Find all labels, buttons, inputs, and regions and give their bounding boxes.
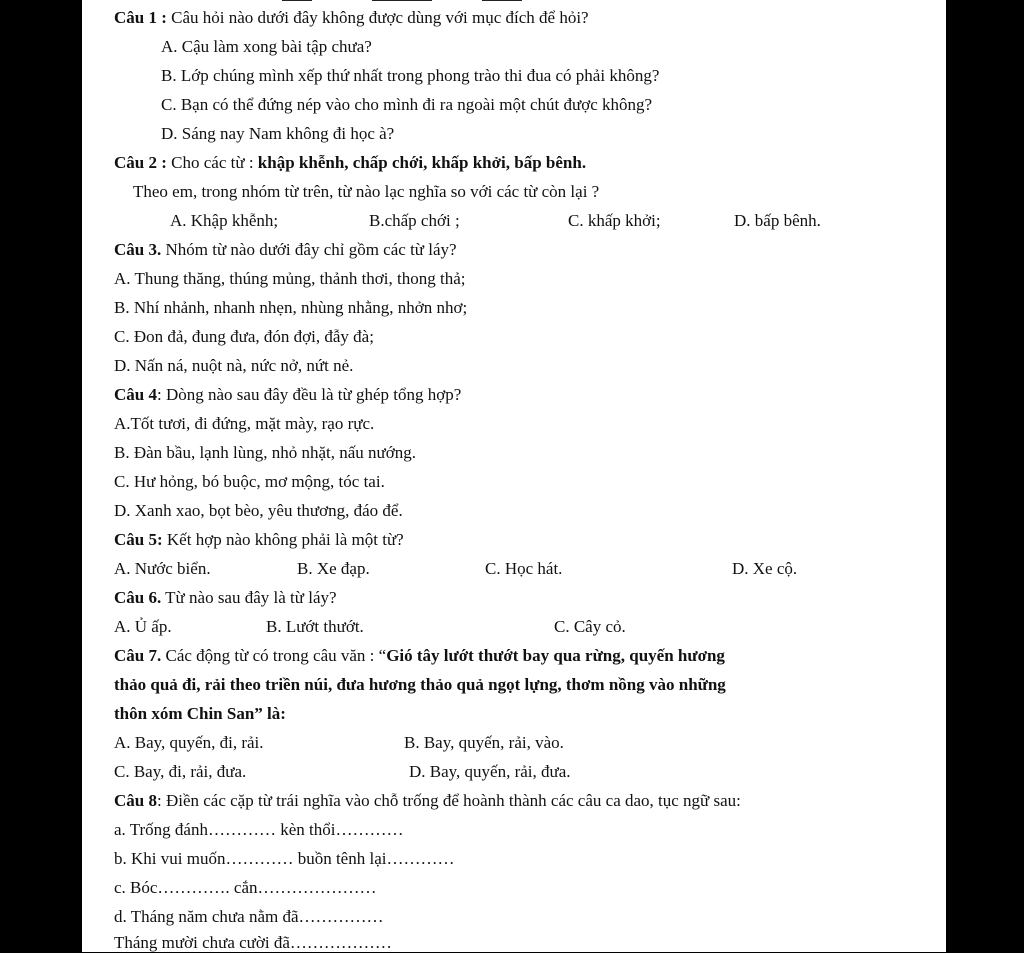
- q4-option-c: C. Hư hỏng, bó buộc, mơ mộng, tóc tai.: [114, 472, 385, 491]
- q1-label: Câu 1 :: [114, 8, 167, 27]
- q7-option-a: A. Bay, quyến, đi, rải.: [114, 733, 264, 752]
- q1-heading: [114, 8, 589, 28]
- q6-label: Câu 6.: [114, 588, 162, 607]
- q2-heading: [114, 153, 586, 173]
- q5-heading: [114, 530, 404, 550]
- q7-quote-line2: [114, 675, 726, 695]
- q2-text: Cho các từ :: [166, 153, 258, 172]
- q7-heading: [114, 646, 725, 666]
- q8-heading: [114, 791, 741, 811]
- q2-options: [82, 211, 946, 231]
- q7-option-d: D. Bay, quyến, rải, đưa.: [409, 762, 571, 781]
- q7-quote-line3-text: thôn xóm Chin San” là:: [114, 704, 286, 723]
- q5-label: Câu 5:: [114, 530, 163, 549]
- q8-item-c: c. Bóc…………. cắn…………………: [114, 878, 377, 897]
- q6-heading: [114, 588, 337, 608]
- q1-text: Câu hỏi nào dưới đây không được dùng với mục đích để hỏi?: [166, 8, 589, 27]
- q8-text: : Điền các cặp từ trái nghĩa vào chỗ trống để hoành thành các câu ca dao, tục ngữ sau:: [156, 791, 741, 810]
- q7-label: Câu 7.: [114, 646, 162, 665]
- q7-options-row1: [82, 733, 946, 753]
- q8-item-d-line2: Tháng mười chưa cười đã………………: [114, 933, 392, 952]
- q7-text: Các động từ có trong câu văn : “: [161, 646, 387, 665]
- q3-option-b: B. Nhí nhảnh, nhanh nhẹn, nhùng nhằng, nhởn nhơ;: [114, 298, 468, 317]
- q5-options: [82, 559, 946, 579]
- q7-quote-line3: [114, 704, 286, 724]
- q2-option-c: C. khấp khởi;: [568, 211, 661, 230]
- q4-text: : Dòng nào sau đây đều là từ ghép tổng hợp?: [156, 385, 462, 404]
- q2-label: Câu 2 :: [114, 153, 167, 172]
- q5-option-d: D. Xe cộ.: [732, 559, 798, 578]
- q6-options: [82, 617, 946, 637]
- q8-item-d: d. Tháng năm chưa nằm đã……………: [114, 907, 384, 926]
- q6-option-c: C. Cây cỏ.: [554, 617, 626, 636]
- q8-item-a: a. Trống đánh………… kèn thổi…………: [114, 820, 404, 839]
- q2-prompt: Theo em, trong nhóm từ trên, từ nào lạc nghĩa so với các từ còn lại ?: [133, 182, 600, 201]
- q3-heading: [114, 240, 457, 260]
- q1-option-a: A. Cậu làm xong bài tập chưa?: [161, 37, 372, 56]
- q7-quote-line2-text: thảo quả đi, rải theo triền núi, đưa hương thảo quả ngọt lựng, thơm nồng vào những: [114, 675, 726, 694]
- q1-option-b: B. Lớp chúng mình xếp thứ nhất trong phong trào thi đua có phải không?: [161, 66, 660, 85]
- q5-option-b: B. Xe đạp.: [297, 559, 370, 578]
- q6-text: Từ nào sau đây là từ láy?: [161, 588, 337, 607]
- worksheet-page: [82, 0, 946, 952]
- q8-label: Câu 8: [114, 791, 157, 810]
- q5-text: Kết hợp nào không phải là một từ?: [162, 530, 404, 549]
- q3-text: Nhóm từ nào dưới đây chỉ gồm các từ láy?: [161, 240, 457, 259]
- q3-label: Câu 3.: [114, 240, 162, 259]
- q3-option-a: A. Thung thăng, thúng mủng, thảnh thơi, thong thả;: [114, 269, 466, 288]
- q4-heading: [114, 385, 461, 405]
- q7-options-row2: [82, 762, 946, 782]
- q5-option-a: A. Nước biển.: [114, 559, 211, 578]
- q2-words: khập khễnh, chấp chới, khấp khởi, bấp bênh.: [257, 153, 587, 172]
- q5-option-c: C. Học hát.: [485, 559, 563, 578]
- q2-option-b: B.chấp chới ;: [369, 211, 460, 230]
- q1-option-c: C. Bạn có thể đứng nép vào cho mình đi ra ngoài một chút được không?: [161, 95, 653, 114]
- q6-option-a: A. Ủ ấp.: [114, 617, 172, 636]
- q7-quote-line1: Gió tây lướt thướt bay qua rừng, quyến hương: [386, 646, 725, 665]
- q3-option-c: C. Đon đả, đung đưa, đón đợi, đẫy đà;: [114, 327, 374, 346]
- q7-option-c: C. Bay, đi, rải, đưa.: [114, 762, 247, 781]
- q6-option-b: B. Lướt thướt.: [266, 617, 364, 636]
- q8-item-b: b. Khi vui muốn………… buồn tênh lại…………: [114, 849, 455, 868]
- q3-option-d: D. Nấn ná, nuột nà, nức nở, nứt nẻ.: [114, 356, 354, 375]
- q1-option-d: D. Sáng nay Nam không đi học à?: [161, 124, 395, 143]
- q4-label: Câu 4: [114, 385, 157, 404]
- q2-option-d: D. bấp bênh.: [734, 211, 821, 230]
- q7-option-b: B. Bay, quyến, rải, vào.: [404, 733, 564, 752]
- q4-option-a: A.Tốt tươi, đi đứng, mặt mày, rạo rực.: [114, 414, 375, 433]
- q2-option-a: A. Khập khễnh;: [170, 211, 279, 230]
- cropped-top-marks: [282, 0, 542, 2]
- q4-option-b: B. Đàn bầu, lạnh lùng, nhỏ nhặt, nấu nướng.: [114, 443, 416, 462]
- q4-option-d: D. Xanh xao, bọt bèo, yêu thương, đáo để.: [114, 501, 403, 520]
